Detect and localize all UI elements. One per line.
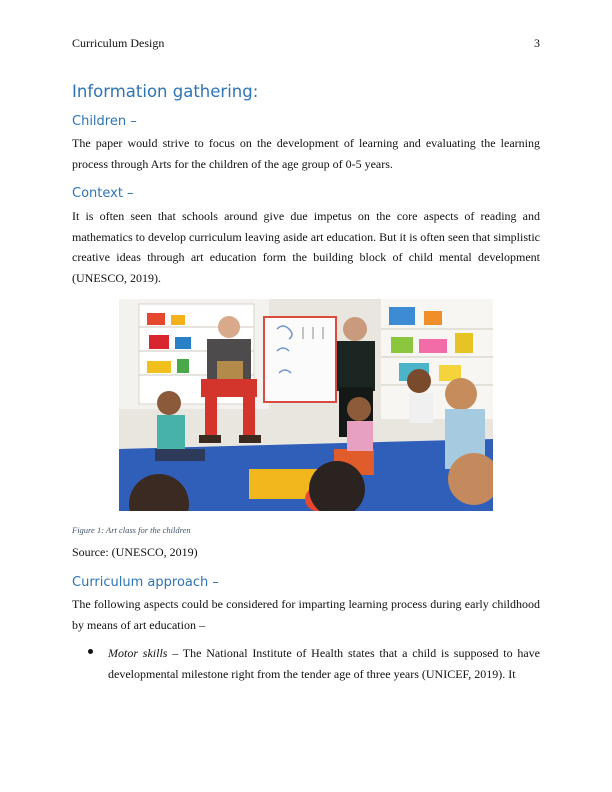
bullet-list-item <box>72 643 540 684</box>
bullet-text <box>108 643 540 684</box>
bullet-term: Motor skills <box>108 646 168 660</box>
figure-art-class-photo <box>119 299 493 511</box>
classroom-photo-illustration <box>119 299 493 511</box>
page-number: 3 <box>534 36 540 50</box>
paragraph-context: It is often seen that schools around give due impetus on the core aspects of reading and mathematics to develop curriculum leaving aside art education. But it is often seen that simplistic creative ideas through art education form the building block of child mental development (UNESCO, 2019). <box>72 209 540 285</box>
heading-information-gathering: Information gathering: <box>72 82 259 101</box>
heading-curriculum-approach: Curriculum approach – <box>72 575 219 590</box>
bullet-description: – The National Institute of Health states that a child is supposed to have developmental milestone right from the tender age of three years (UNICEF, 2019). It <box>108 646 541 681</box>
heading-children: Children – <box>72 114 137 129</box>
bullet-dot-icon <box>88 649 93 654</box>
heading-context: Context – <box>72 186 134 201</box>
page-header <box>72 36 540 52</box>
figure-source: Source: (UNESCO, 2019) <box>72 545 198 559</box>
header-title: Curriculum Design <box>72 36 165 50</box>
paragraph-curriculum-approach: The following aspects could be considered for imparting learning process during early childhood by means of art education – <box>72 597 540 632</box>
paragraph-children: The paper would strive to focus on the development of learning and evaluating the learning process through Arts for the children of the age group of 0-5 years. <box>72 136 540 171</box>
figure-caption: Figure 1: Art class for the children <box>72 525 191 535</box>
